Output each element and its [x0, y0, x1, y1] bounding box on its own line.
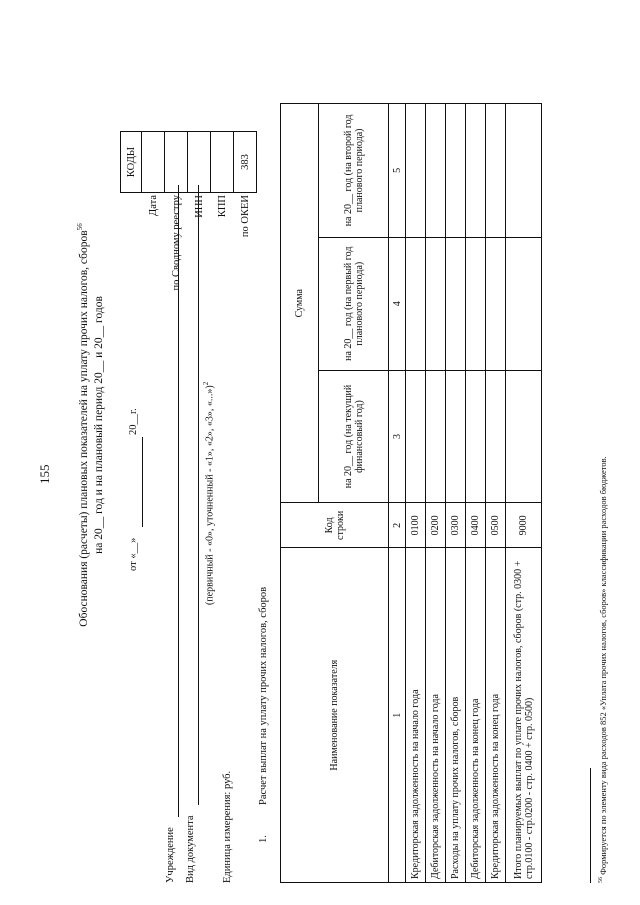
col-number: 3 [389, 370, 406, 503]
code-label-inn: ИНН [194, 195, 205, 218]
footnote-mark: 56 [598, 877, 605, 883]
row-code: 0300 [446, 503, 466, 548]
row-name: Дебиторская задолженность на конец года [466, 548, 486, 883]
row-value-cell[interactable] [446, 104, 466, 238]
row-code: 0200 [426, 503, 446, 548]
table-row [486, 104, 506, 883]
header-code: Код строки [281, 503, 389, 548]
header-col3: на 20__ год (на текущий финансовый год) [319, 370, 389, 503]
footnote-rule [590, 768, 591, 883]
header-name: Наименование показателя [281, 548, 389, 883]
row-code: 9000 [506, 503, 542, 548]
row-value-cell[interactable] [486, 237, 506, 370]
date-line [142, 437, 143, 527]
row-value-cell[interactable] [486, 104, 506, 238]
code-date-cell[interactable] [142, 132, 165, 193]
row-name: Кредиторская задолженность на начало года [406, 548, 426, 883]
doc-type-line[interactable] [198, 185, 199, 805]
row-value-cell[interactable] [466, 370, 486, 503]
row-value-cell[interactable] [506, 237, 542, 370]
institution-line[interactable] [178, 185, 179, 817]
code-label-registry: по Сводному реестру [171, 195, 182, 291]
page-number: 155 [37, 464, 52, 484]
title-line1: Обоснования (расчеты) плановых показателей на уплату прочих налогов, сборов [77, 230, 90, 627]
row-value-cell[interactable] [506, 104, 542, 238]
title-footnote-ref: 56 [76, 223, 84, 231]
title-subline: на 20__ год и на плановый период 20__ и 20__ годов [93, 296, 105, 554]
doc-type-hint-sup: 2 [202, 381, 210, 386]
table-row-total [506, 104, 542, 883]
row-name: Кредиторская задолженность на конец года [486, 548, 506, 883]
code-inn-cell[interactable] [188, 132, 211, 193]
row-code: 0400 [466, 503, 486, 548]
page-title [76, 145, 90, 705]
code-okei-cell: 383 [234, 132, 257, 193]
col-number: 1 [389, 548, 406, 883]
codes-header: КОДЫ [121, 132, 142, 193]
section-title: Расчет выплат на уплату прочих налогов, сборов [258, 586, 269, 805]
section-number: 1. [258, 835, 269, 843]
table-row [406, 104, 426, 883]
doc-type-label: Вид документа [185, 815, 196, 883]
code-label-date: Дата [148, 195, 159, 216]
row-value-cell[interactable] [446, 370, 466, 503]
row-code: 0500 [486, 503, 506, 548]
header-col4: на 20__ год (на первый год планового периода) [319, 237, 389, 370]
row-value-cell[interactable] [406, 237, 426, 370]
row-value-cell[interactable] [406, 104, 426, 238]
row-value-cell[interactable] [486, 370, 506, 503]
column-number-row [389, 104, 406, 883]
code-label-kpp: КПП [217, 195, 228, 218]
row-code: 0100 [406, 503, 426, 548]
row-value-cell[interactable] [466, 237, 486, 370]
code-kpp-cell[interactable] [211, 132, 234, 193]
row-value-cell[interactable] [406, 370, 426, 503]
footnote-text: Формируется по элементу вида расходов 852 «Уплата прочих налогов, сборов» классификации расходов бюджетов. [598, 456, 608, 875]
payments-table [280, 103, 542, 883]
header-sum: Сумма [281, 104, 319, 503]
date-prefix: от «__» [128, 537, 139, 571]
row-value-cell[interactable] [446, 237, 466, 370]
col-number: 5 [389, 104, 406, 238]
table-row [466, 104, 486, 883]
code-registry-cell[interactable] [165, 132, 188, 193]
date-year: 20__г. [128, 408, 139, 435]
footnote [598, 456, 608, 883]
row-name: Дебиторская задолженность на начало года [426, 548, 446, 883]
code-label-okei: по ОКЕИ [240, 195, 251, 238]
institution-label: Учреждение [165, 827, 176, 883]
table-row [426, 104, 446, 883]
col-number: 4 [389, 237, 406, 370]
row-name: Итого планируемых выплат по уплате прочих налогов, сборов (стр. 0300 + стр.0100 - стр.0200 - стр. 0400 + стр. 0500) [506, 548, 542, 883]
row-value-cell[interactable] [426, 104, 446, 238]
row-value-cell[interactable] [466, 104, 486, 238]
codes-labels [142, 195, 257, 295]
row-value-cell[interactable] [426, 370, 446, 503]
unit-label: Единица измерения: руб. [222, 770, 233, 883]
row-value-cell[interactable] [506, 370, 542, 503]
table-row [446, 104, 466, 883]
col-number: 2 [389, 503, 406, 548]
row-name: Расходы на уплату прочих налогов, сборов [446, 548, 466, 883]
header-col5: на 20__ год (на второй год планового периода) [319, 104, 389, 238]
row-value-cell[interactable] [426, 237, 446, 370]
doc-type-hint: (первичный - «0», уточненный - «1», «2», «3», «...»)$^2$ [202, 381, 216, 605]
codes-box [120, 131, 257, 193]
